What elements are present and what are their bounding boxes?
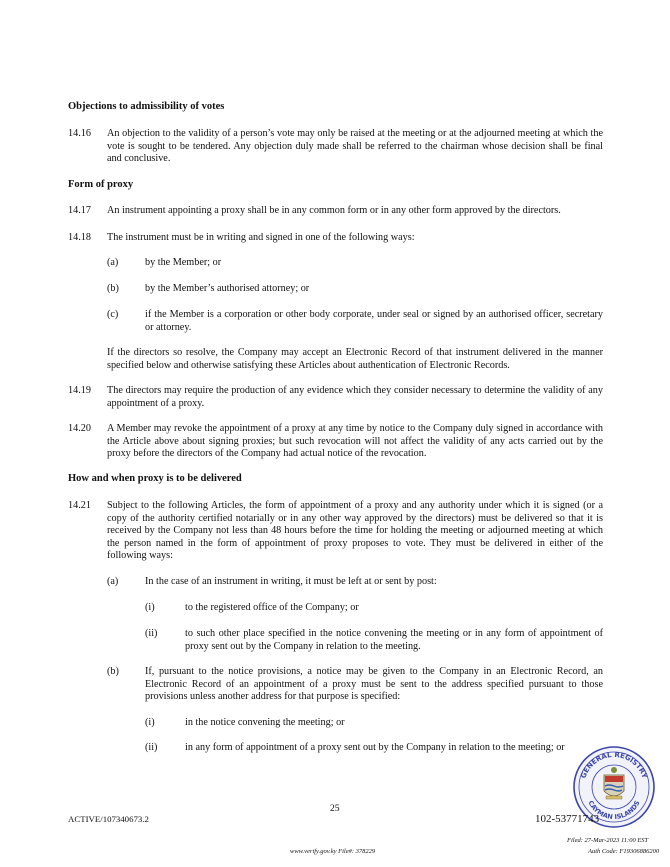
clause-number-14-18: 14.18 [68,232,91,243]
item-label-b: (b) [107,283,119,294]
item-b-text: by the Member’s authorised attorney; or [145,283,310,294]
delivery-b-label-i: (i) [145,717,155,728]
clause-14-19-text: The directors may require the production of any evidence which they consider necessary to determine the validity of any appointment of a proxy. [107,385,603,409]
clause-14-16-text: An objection to the validity of a person’s vote may only be raised at the meeting or at the adjourned meeting at which the vote is sought to be tendered. Any objection duly made shall be referred to the chairman whose decision shall be final and conclusive. [107,128,603,165]
delivery-label-b: (b) [107,666,119,677]
item-label-c: (c) [107,309,119,320]
filed-stamp: Filed: 27-Mar-2023 11:00 EST [567,837,649,844]
page-number: 25 [330,803,340,814]
verify-website: www.verify.gov.ky File#: 378229 [290,848,376,855]
heading-objections: Objections to admissibility of votes [68,101,225,112]
delivery-label-a: (a) [107,576,119,587]
clause-14-18-after-text: If the directors so resolve, the Company may accept an Electronic Record of that instrument delivered in the manner specified below and otherwise satisfying these Articles about authentication of Electronic Records. [107,347,603,371]
delivery-a-ii-text: to such other place specified in the notice convening the meeting or in any form of appointment of proxy sent out by the Company in relation to the meeting. [185,628,603,652]
clause-14-20-text: A Member may revoke the appointment of a proxy at any time by notice to the Company duly signed in accordance with the Article above about signing proxies; but such revocation will not affect the validity of any acts carried out by the proxy before the directors of the Company had actual notice of the revocation. [107,423,603,460]
clause-number-14-19: 14.19 [68,385,91,396]
delivery-b-text: If, pursuant to the notice provisions, a notice may be given to the Company in an Electronic Record, an Electronic Record of an appointment of a proxy must be sent to the address specified pursuant to those provisions unless another address for that purpose is specified: [145,666,603,703]
delivery-b-ii-text: in any form of appointment of a proxy sent out by the Company in relation to the meeting; or [185,742,565,753]
auth-code: Auth Code: F19306886200 [588,848,660,855]
clause-14-21-text: Subject to the following Articles, the form of appointment of a proxy and any authority under which it is signed (or a copy of the authority certified notarially or in any other way approved by the directors) must be delivered so that it is received by the Company not less than 48 hours before the time for holding the meeting or adjourned meeting at which the person named in the form of appointment of proxy proposes to vote. They must be delivered in either of the following ways: [107,500,603,562]
item-a-text: by the Member; or [145,257,222,268]
clause-number-14-21: 14.21 [68,500,91,511]
seal-top-text: GENERAL REGISTRY [579,750,649,780]
doc-id: ACTIVE/107340673.2 [68,814,149,824]
heading-proxy-delivery: How and when proxy is to be delivered [68,473,242,484]
clause-14-17-text: An instrument appointing a proxy shall be in any common form or in any other form approved by the directors. [107,205,561,216]
delivery-a-text: In the case of an instrument in writing, it must be left at or sent by post: [145,576,437,587]
delivery-a-i-text: to the registered office of the Company; or [185,602,359,613]
seal-bottom-text: CAYMAN ISLANDS [586,799,642,822]
clause-14-18-text: The instrument must be in writing and signed in one of the following ways: [107,232,415,243]
heading-form-of-proxy: Form of proxy [68,179,134,190]
clause-number-14-17: 14.17 [68,205,91,216]
item-c-text: if the Member is a corporation or other body corporate, under seal or signed by an authorised officer, secretary or attorney. [145,309,603,333]
delivery-b-label-ii: (ii) [145,742,158,753]
delivery-b-i-text: in the notice convening the meeting; or [185,717,345,728]
delivery-a-label-ii: (ii) [145,628,158,639]
delivery-a-label-i: (i) [145,602,155,613]
registry-number: 102-53771743 [535,813,600,825]
item-label-a: (a) [107,257,119,268]
clause-number-14-16: 14.16 [68,128,91,139]
clause-number-14-20: 14.20 [68,423,91,434]
